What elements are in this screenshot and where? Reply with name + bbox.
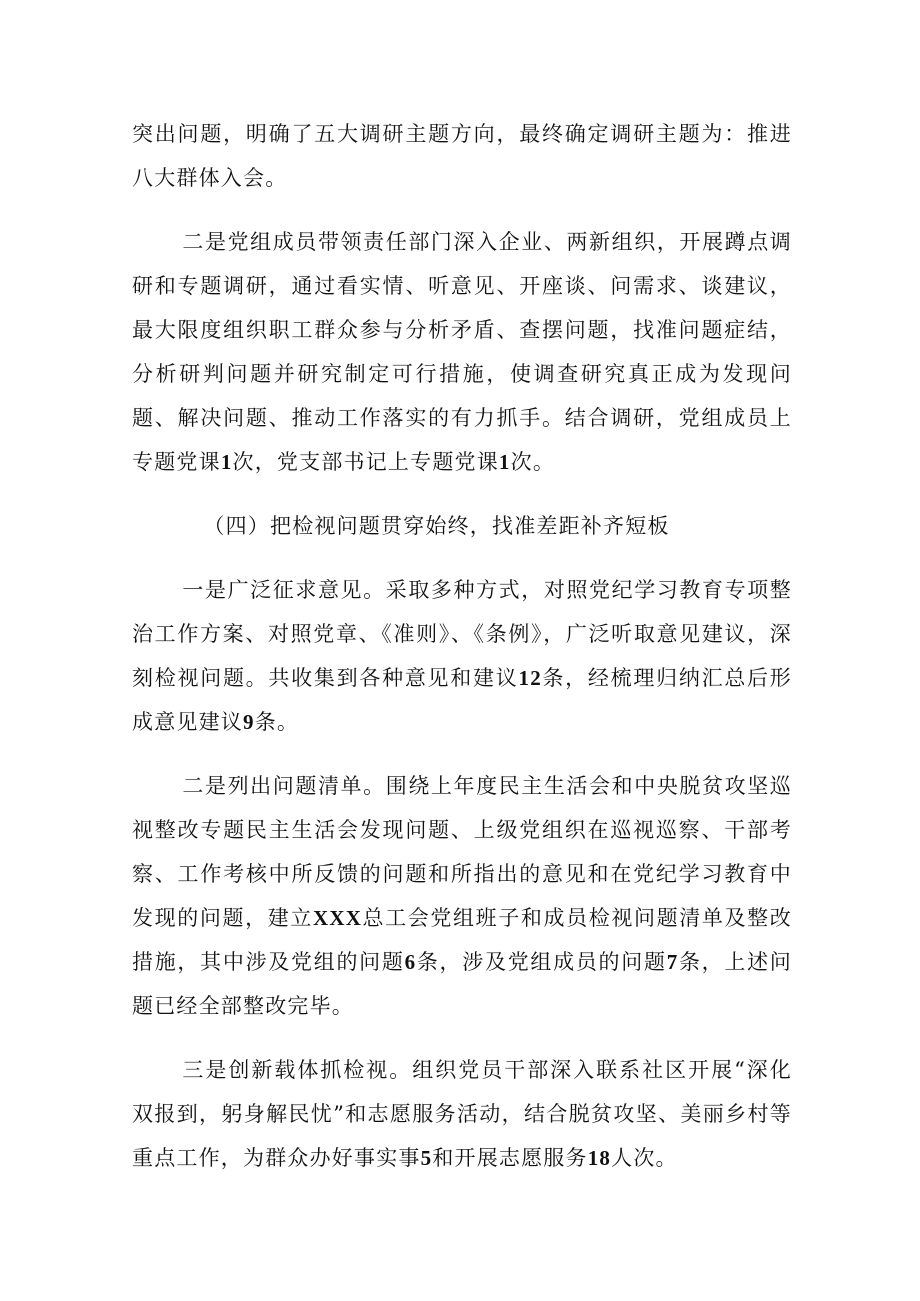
section-heading-4: （四）把检视问题贯穿始终，找准差距补齐短板 bbox=[203, 514, 670, 538]
inline-number: 18 bbox=[587, 1146, 612, 1170]
paragraph-problem-list: 二是列出问题清单。围绕上年度民主生活会和中央脱贫攻坚巡视整改专题民主生活会发现问题、上级党组织在巡视巡察、干部考察、工作考核中所反馈的问题和所指出的意见和在党纪学习教育中发现的问题，建立XXX总工会党组班子和成员检视问题清单及整改措施，其中涉及党组的问题6条，涉及党组成员的问题7条，上述问题已经全部整改完毕。 bbox=[132, 774, 793, 1018]
inline-number: 7 bbox=[666, 950, 679, 974]
inline-number: XXX bbox=[313, 906, 363, 930]
inline-number: 12 bbox=[518, 666, 542, 690]
paragraph-continuation: 突出问题，明确了五大调研主题方向，最终确定调研主题为：推进八大群体入会。 bbox=[132, 122, 792, 190]
paragraph-solicit-opinions: 一是广泛征求意见。采取多种方式，对照党纪学习教育专项整治工作方案、对照党章、《准则》、《条例》，广泛听取意见建议，深刻检视问题。共收集到各种意见和建议12条，经梳理归纳汇总后形成意见建议9条。 bbox=[132, 578, 792, 734]
document-body bbox=[132, 112, 792, 1200]
inline-number: 1 bbox=[220, 450, 233, 474]
paragraph-research-visits: 二是党组成员带领责任部门深入企业、两新组织，开展蹲点调研和专题调研，通过看实情、听意见、开座谈、问需求、谈建议，最大限度组织职工群众参与分析矛盾、查摆问题，找准问题症结，分析研判问题并研究制定可行措施，使调查研究真正成为发现问题、解决问题、推动工作落实的有力抓手。结合调研，党组成员上专题党课1次，党支部书记上专题党课1次。 bbox=[132, 230, 792, 474]
inline-number: 5 bbox=[420, 1146, 433, 1170]
inline-number: 6 bbox=[404, 950, 417, 974]
paragraph-innovative-carrier: 三是创新载体抓检视。组织党员干部深入联系社区开展“深化双报到，躬身解民忧”和志愿服务活动，结合脱贫攻坚、美丽乡村等重点工作，为群众办好事实事5和开展志愿服务18人次。 bbox=[132, 1058, 792, 1170]
inline-number: 1 bbox=[498, 450, 511, 474]
inline-number: 9 bbox=[243, 710, 255, 734]
